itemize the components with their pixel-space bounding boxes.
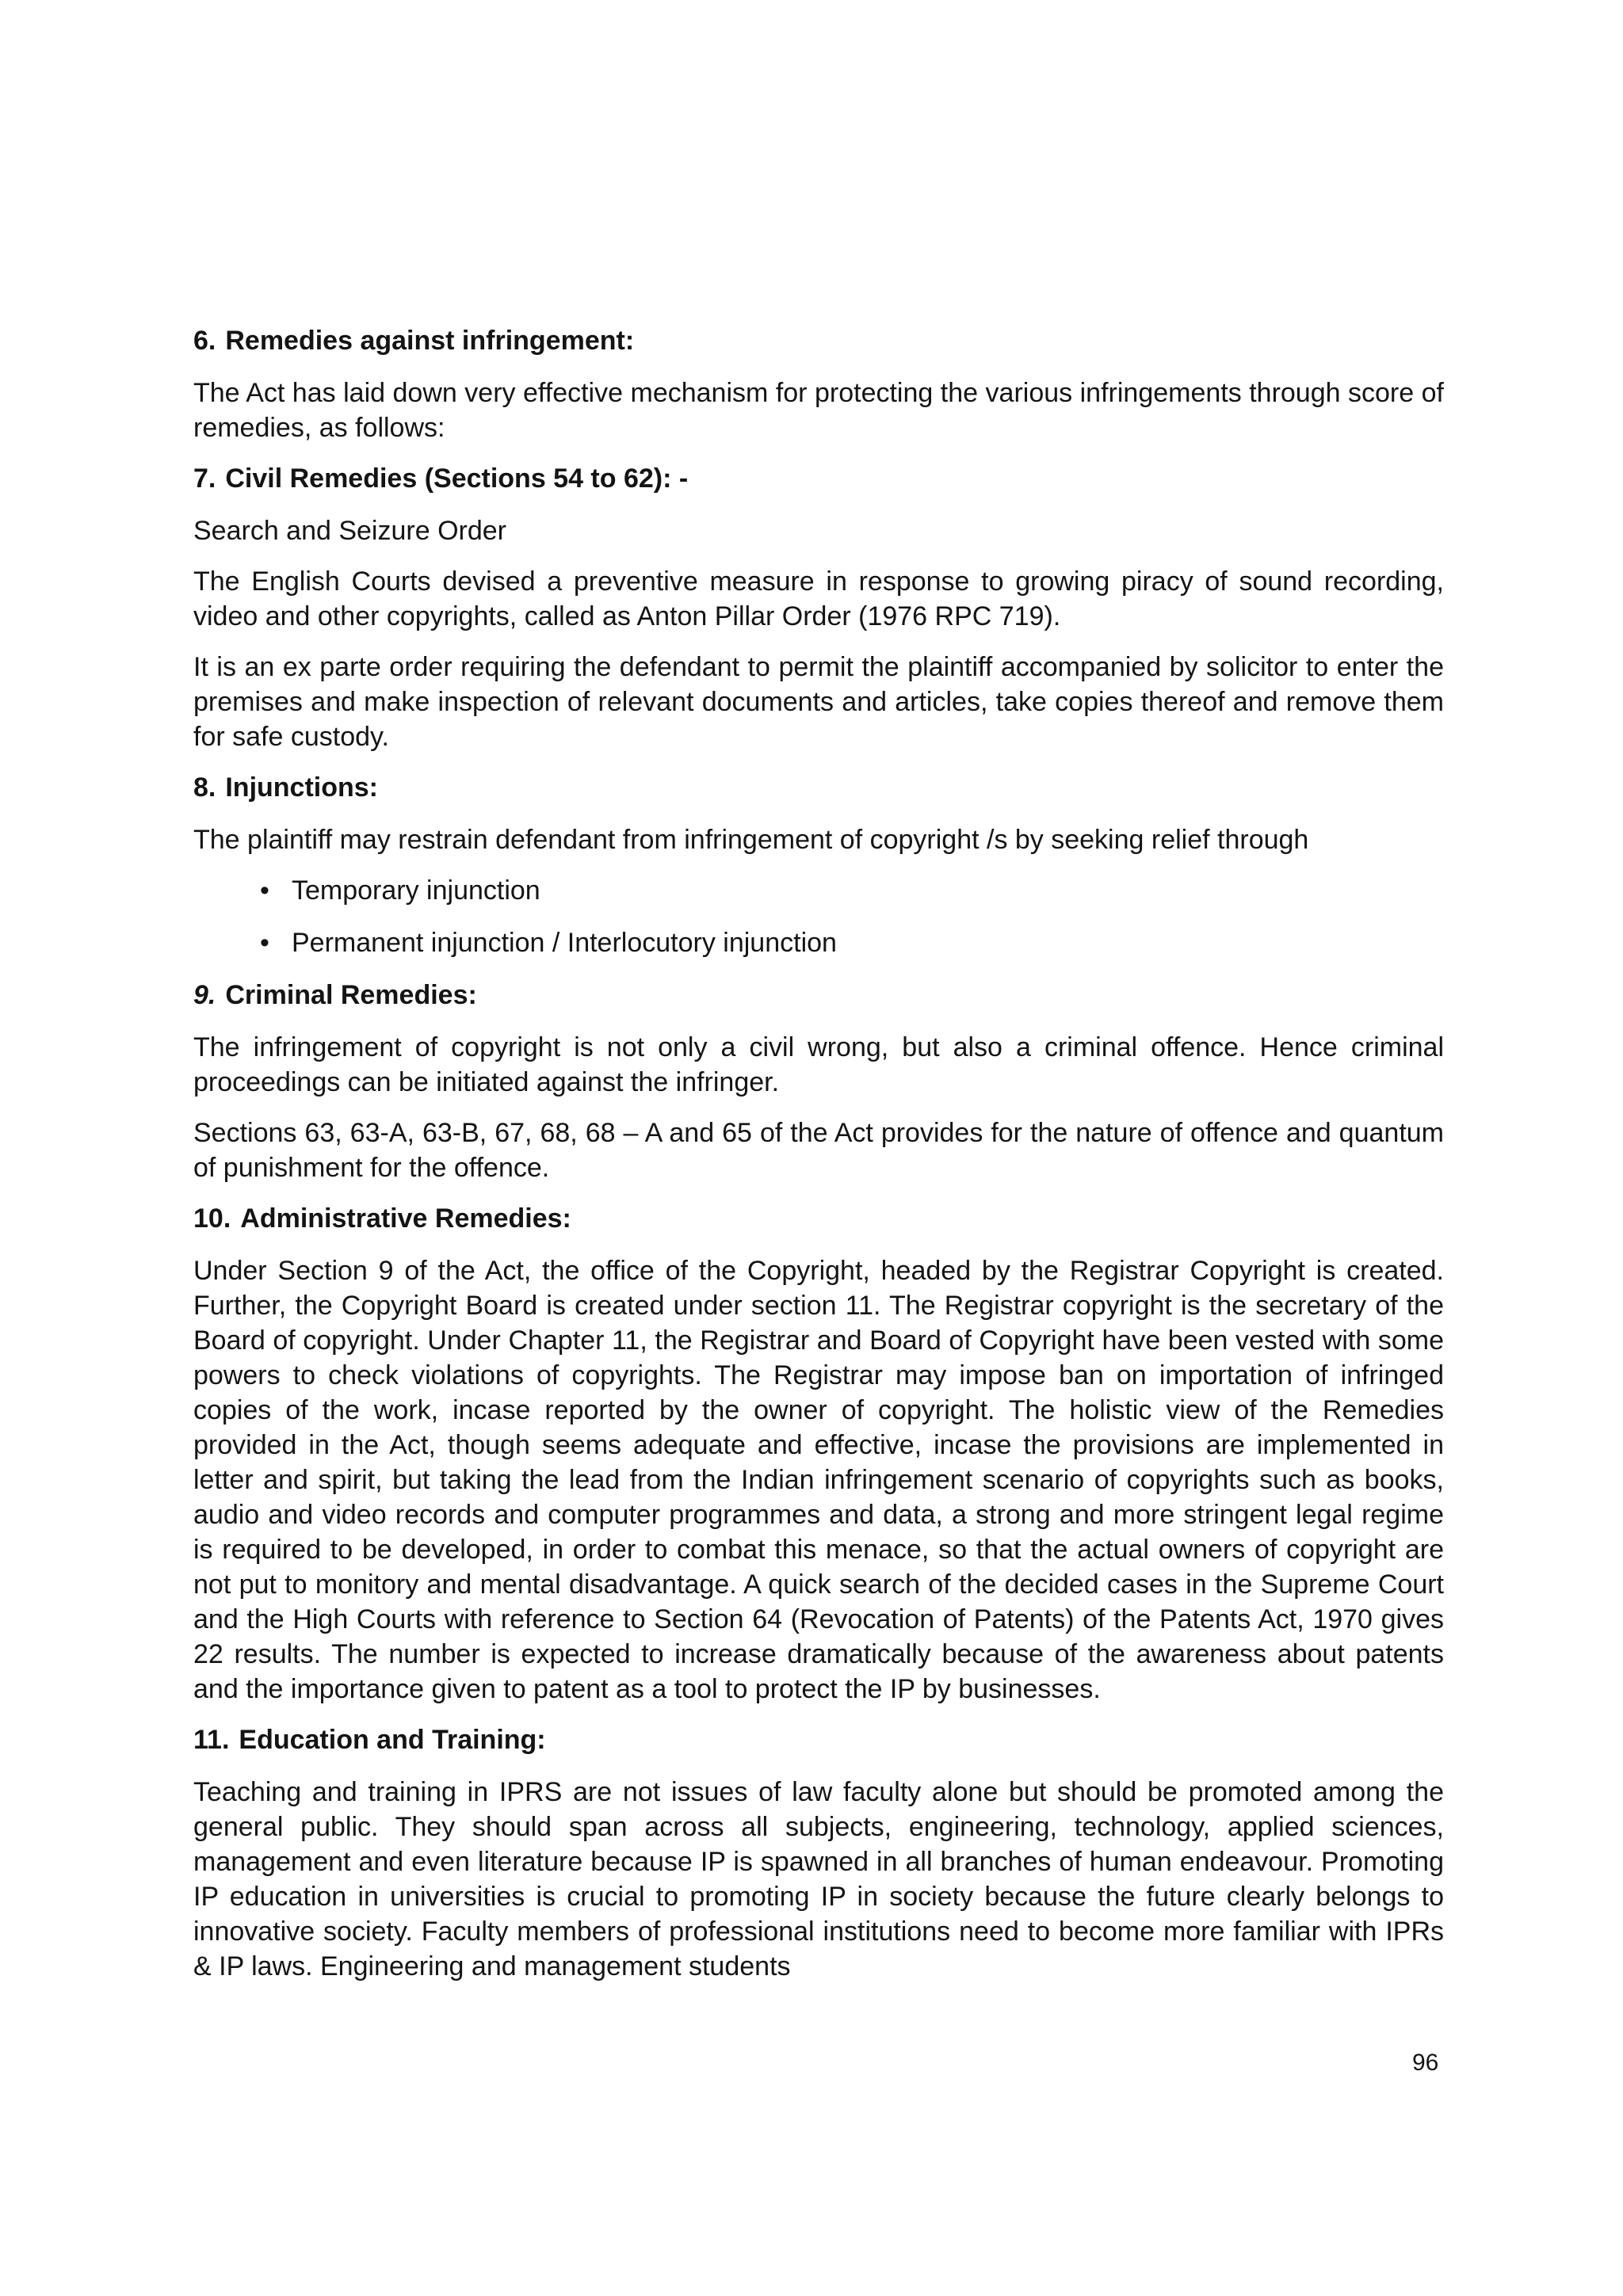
section-heading (193, 770, 1444, 805)
page-number: 96 (1412, 2050, 1439, 2076)
section-heading (193, 1201, 1444, 1236)
section-number: 7. (193, 463, 216, 494)
list-item (260, 873, 1444, 908)
bullet-list (193, 873, 1444, 960)
section-title: Education and Training: (239, 1725, 546, 1755)
paragraph: The plaintiff may restrain defendant from infringement of copyright /s by seeking relief through (193, 825, 1309, 855)
section-heading (193, 323, 1444, 358)
section-title: Injunctions: (225, 772, 379, 803)
section-title: Civil Remedies (Sections 54 to 62): - (225, 463, 689, 494)
section-heading (193, 1722, 1444, 1757)
section-8 (193, 770, 1444, 960)
list-item-text: Permanent injunction / Interlocutory injunction (292, 928, 837, 958)
list-item-text: Temporary injunction (292, 875, 540, 906)
section-heading (193, 461, 1444, 496)
paragraph: The Act has laid down very effective mechanism for protecting the various infringements through score of remedies, as follows: (193, 378, 1444, 443)
bullet-icon: • (260, 928, 269, 958)
paragraph: It is an ex parte order requiring the defendant to permit the plaintiff accompanied by solicitor to enter the premises and make inspection of relevant documents and articles, take copies thereof and remove them for safe custody. (193, 652, 1444, 752)
section-title: Remedies against infringement: (225, 326, 635, 356)
section-title: Administrative Remedies: (240, 1203, 571, 1234)
document-page (193, 323, 1444, 2000)
paragraph: The infringement of copyright is not only a civil wrong, but also a criminal offence. Hence criminal proceedings can be initiated against the infringer. (193, 1032, 1444, 1097)
section-number: 6. (193, 326, 216, 356)
section-number: 11. (193, 1725, 230, 1755)
section-title: Criminal Remedies: (225, 980, 477, 1010)
section-heading (193, 978, 1444, 1013)
paragraph: Under Section 9 of the Act, the office of the Copyright, headed by the Registrar Copyright is created. Further, the Copyright Board is created under section 11. The Registrar copyright is the secretary of the Board of copyright. Under Chapter 11, the Registrar and Board of Copyright have been vested with some powers to check violations of copyrights. The Registrar may impose ban on importation of infringed copies of the work, incase reported by the owner of copyright. The holistic view of the Remedies provided in the Act, though seems adequate and effective, incase the provisions are implemented in letter and spirit, but taking the lead from the Indian infringement scenario of copyrights such as books, audio and video records and computer programmes and data, a strong and more stringent legal regime is required to be developed, in order to combat this menace, so that the actual owners of copyright are not put to monitory and mental disadvantage. A quick search of the decided cases in the Supreme Court and the High Courts with reference to Section 64 (Revocation of Patents) of the Patents Act, 1970 gives 22 results. The number is expected to increase dramatically because of the awareness about patents and the importance given to patent as a tool to protect the IP by businesses. (193, 1256, 1444, 1704)
section-number: 8. (193, 772, 216, 803)
paragraph: Sections 63, 63-A, 63-B, 67, 68, 68 – A and 65 of the Act provides for the nature of offence and quantum of punishment for the offence. (193, 1118, 1444, 1183)
paragraph: The English Courts devised a preventive measure in response to growing piracy of sound recording, video and other copyrights, called as Anton Pillar Order (1976 RPC 719). (193, 566, 1444, 631)
section-9 (193, 978, 1444, 1185)
bullet-icon: • (260, 875, 269, 906)
section-number: 9. (193, 980, 216, 1010)
section-7 (193, 461, 1444, 754)
list-item (260, 925, 1444, 960)
paragraph: Teaching and training in IPRS are not issues of law faculty alone but should be promoted among the general public. They should span across all subjects, engineering, technology, applied sciences, management and even literature because IP is spawned in all branches of human endeavour. Promoting IP education in universities is crucial to promoting IP in society because the future clearly belongs to innovative society. Faculty members of professional institutions need to become more familiar with IPRs & IP laws. Engineering and management students (193, 1777, 1444, 1981)
section-number: 10. (193, 1203, 231, 1234)
paragraph: Search and Seizure Order (193, 516, 506, 546)
section-6 (193, 323, 1444, 445)
section-10 (193, 1201, 1444, 1707)
section-11 (193, 1722, 1444, 1984)
